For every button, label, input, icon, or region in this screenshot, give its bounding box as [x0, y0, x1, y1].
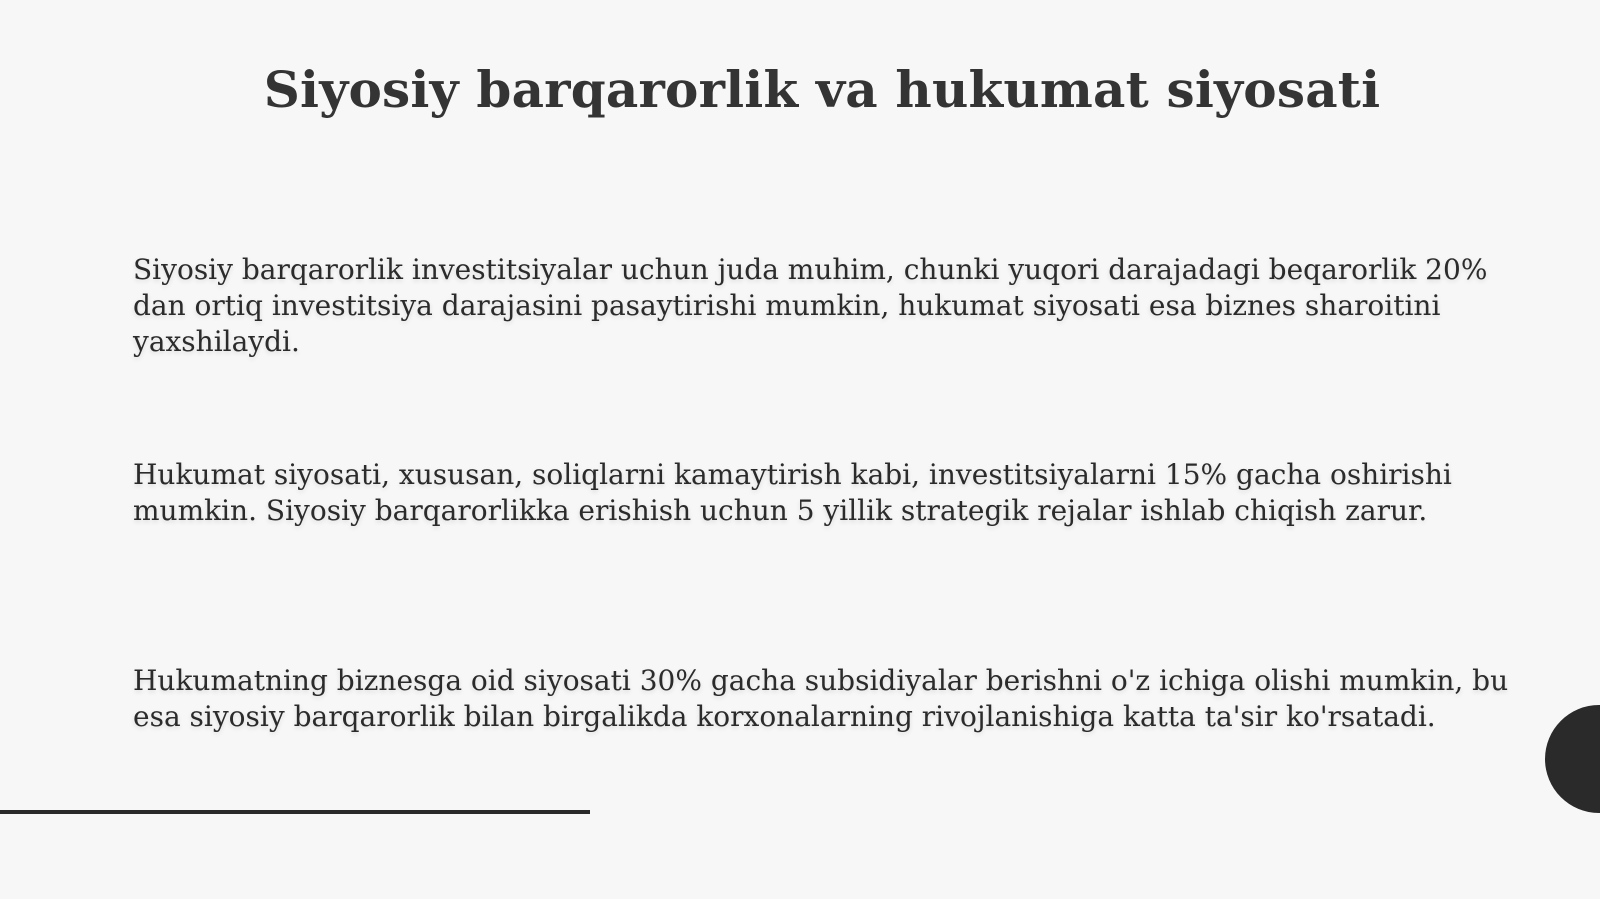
paragraph-tax-policy: Hukumat siyosati, xususan, soliqlarni kamaytirish kabi, investitsiyalarni 15% gacha oshirishi mumkin. Siyosiy barqarorlikka erishish uchun 5 yillik strategik rejalar ishlab chiqish zarur. [133, 458, 1452, 527]
decorative-divider-line [0, 810, 590, 814]
paragraph-political-stability: Siyosiy barqarorlik investitsiyalar uchun juda muhim, chunki yuqori darajadagi beqarorlik 20% dan ortiq investitsiya darajasini pasaytirishi mumkin, hukumat siyosati esa biznes sharoitini yaxshilaydi. [133, 253, 1488, 358]
paragraph-subsidies: Hukumatning biznesga oid siyosati 30% gacha subsidiyalar berishni o'z ichiga olishi mumkin, bu esa siyosiy barqarorlik bilan birgalikda korxonalarning rivojlanishiga katta ta'sir ko'rsatadi. [133, 664, 1509, 733]
slide-title: Siyosiy barqarorlik va hukumat siyosati [263, 60, 1381, 119]
decorative-half-circle-icon [1545, 705, 1600, 813]
